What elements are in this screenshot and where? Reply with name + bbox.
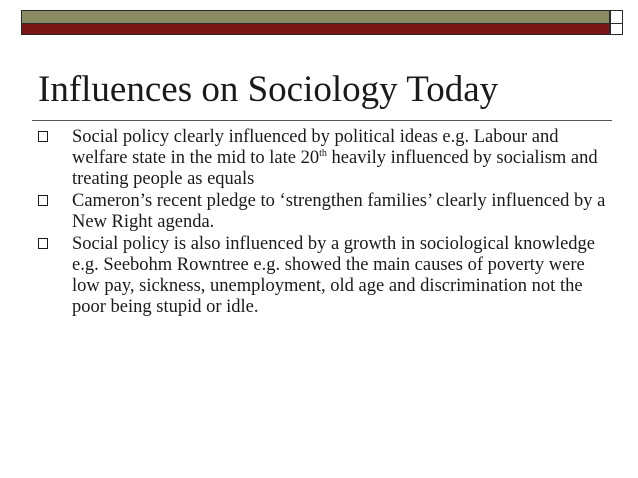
bullet-text: Social policy is also influenced by a growth in sociological knowledge e.g. Seebohm Rowntree e.g. showed the main causes of poverty were low pay, sickness, unemployment, old age and discrimination not the poor being stupid or idle. [72, 234, 596, 317]
header-corner-box-top [610, 10, 623, 24]
hollow-square-bullet-icon [38, 131, 48, 142]
bullet-item [38, 191, 608, 233]
bullet-list [38, 127, 608, 319]
header-band-maroon [21, 24, 610, 35]
ordinal-superscript: th [319, 147, 327, 159]
header-corner-box-bottom [610, 24, 623, 35]
bullet-item [38, 127, 608, 190]
hollow-square-bullet-icon [38, 195, 48, 206]
slide-title: Influences on Sociology Today [38, 69, 499, 110]
bullet-item [38, 234, 608, 318]
title-divider [32, 120, 612, 121]
bullet-text-part: heavily influenced by socialism and treating people as equals [72, 148, 598, 189]
bullet-text-part: Social policy clearly influenced by political ideas e.g. Labour and welfare state in the mid to late 20 [72, 127, 559, 168]
header-band-olive [21, 10, 610, 24]
bullet-text: Cameron’s recent pledge to ‘strengthen families’ clearly influenced by a New Right agenda. [72, 191, 606, 232]
hollow-square-bullet-icon [38, 238, 48, 249]
